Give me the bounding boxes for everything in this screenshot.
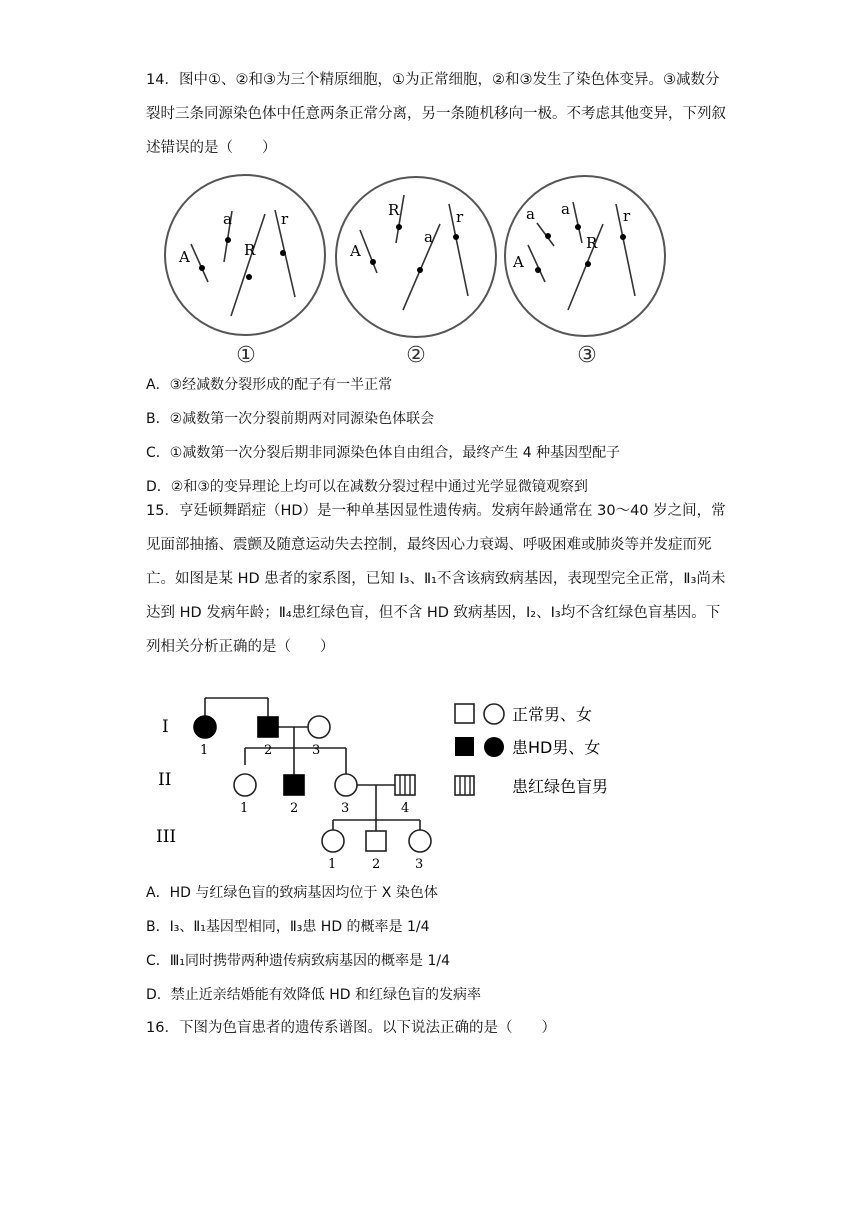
gene-label: A	[350, 242, 361, 260]
gene-label: a	[424, 228, 433, 246]
svg-text:3: 3	[415, 857, 424, 872]
q15-option-b: B．I₃、Ⅱ₁基因型相同，Ⅱ₃患 HD 的概率是 1/4	[146, 919, 430, 935]
svg-text:1: 1	[328, 857, 337, 872]
svg-text:2: 2	[372, 857, 381, 872]
gen1-female-normal	[308, 716, 330, 738]
q14-option-d: D．②和③的变异理论上均可以在减数分裂过程中通过光学显微镜观察到	[146, 479, 588, 495]
cell-number-3: ③	[577, 343, 597, 368]
legend-hd: 患HD男、女	[512, 738, 601, 757]
q15-option-c: C．Ⅲ₁同时携带两种遗传病致病基因的概率是 1/4	[146, 953, 451, 969]
gene-label: A	[513, 253, 524, 271]
gene-label: a	[526, 205, 535, 223]
gen1-male-hd	[258, 717, 278, 737]
cell-2	[336, 177, 496, 337]
svg-text:4: 4	[401, 801, 410, 816]
svg-text:2: 2	[264, 743, 273, 758]
cell-3	[505, 176, 665, 336]
question-15-stem: 15．亨廷顿舞蹈症（HD）是一种单基因显性遗传病。发病年龄通常在 30～40 岁之间，常见面部抽搐、震颤及随意运动失去控制，最终因心力衰竭、呼吸困难或肺炎等并发症而死亡。如图是某 HD 患者的家系图，已知 I₃、Ⅱ₁不含该病致病基因，表现型完全正常，Ⅱ₃尚未达到 HD 发病年龄；Ⅱ₄患红绿色盲，但不含 HD 致病基因，I₂、I₃均不含红绿色盲基因。下列相关分析正确的是（ ）	[146, 503, 726, 655]
q14-option-b: B．②减数第一次分裂前期两对同源染色体联会	[146, 411, 435, 427]
pedigree-chart	[150, 690, 630, 875]
cell-number-2: ②	[406, 343, 426, 368]
gene-label: R	[244, 241, 256, 259]
svg-text:2: 2	[290, 801, 299, 816]
q14-option-c: C．①减数第一次分裂后期非同源染色体自由组合，最终产生 4 种基因型配子	[146, 445, 621, 461]
gen2-male-colorblind	[395, 775, 415, 795]
gen3-female-normal	[409, 830, 431, 852]
gene-label: r	[456, 208, 464, 226]
gen2-female-normal	[234, 774, 256, 796]
gene-label: A	[179, 248, 190, 266]
q15-option-a: A．HD 与红绿色盲的致病基因均位于 X 染色体	[146, 885, 438, 901]
gene-label: a	[223, 210, 232, 228]
q15-option-d: D．禁止近亲结婚能有效降低 HD 和红绿色盲的发病率	[146, 987, 481, 1003]
svg-text:1: 1	[240, 801, 249, 816]
svg-text:3: 3	[341, 801, 350, 816]
gen3-male-normal	[366, 831, 386, 851]
generation-label: I	[162, 717, 169, 737]
svg-text:1: 1	[200, 743, 209, 758]
gene-label: R	[388, 201, 400, 219]
question-14-stem: 14．图中①、②和③为三个精原细胞，①为正常细胞，②和③发生了染色体变异。③减数分裂时三条同源染色体中任意两条正常分离，另一条随机移向一极。不考虑其他变异，下列叙述错误的是（ ）	[146, 72, 726, 156]
gen2-female-normal	[335, 774, 357, 796]
gen1-female-hd	[194, 716, 216, 738]
gen3-female-normal	[322, 830, 344, 852]
legend-colorblind: 患红绿色盲男	[512, 777, 609, 796]
question-16-stem: 16．下图为色盲患者的遗传系谱图。以下说法正确的是（ ）	[146, 1020, 556, 1036]
gene-label: R	[586, 234, 598, 252]
gene-label: r	[281, 210, 289, 228]
gen2-male-hd	[284, 775, 304, 795]
gene-label: a	[561, 200, 570, 218]
cell-diagram	[160, 170, 700, 370]
generation-label: II	[158, 770, 172, 790]
legend-normal: 正常男、女	[512, 705, 593, 724]
cell-1	[165, 175, 325, 335]
gene-label: r	[623, 207, 631, 225]
svg-text:3: 3	[312, 743, 321, 758]
generation-label: III	[156, 827, 177, 847]
pedigree-legend	[455, 704, 608, 796]
cell-number-1: ①	[236, 343, 256, 368]
q14-option-a: A．③经减数分裂形成的配子有一半正常	[146, 377, 393, 393]
